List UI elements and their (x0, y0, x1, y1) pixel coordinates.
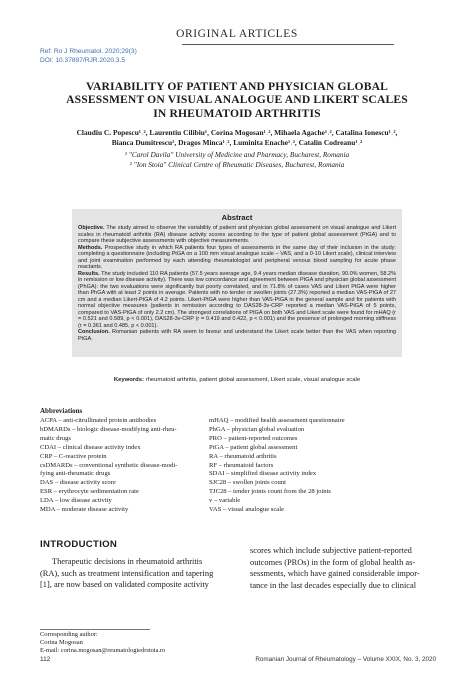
methods-text: Prospective study in which RA patients four types of assessments in the same day of their inclusion in the study: completing a questionnaire (including PtGA on a 100 mm visual analogue scale – VAS, and a 0-10 Likert scale), clinical interview and joint examination performed by each attending rheumatologist and peripheral venous blood sampling for acute phase reactants. (78, 244, 396, 270)
abstract-box (72, 209, 402, 357)
abbreviation-item: PhGA – physician global evaluation (209, 425, 305, 433)
abbreviation-item: MDA – moderate disease activity (40, 506, 129, 514)
intro-left-column (40, 556, 228, 591)
abbreviation-item: mHAQ – modified health assessment questionnaire (209, 417, 345, 424)
footnote-rule (40, 629, 150, 630)
abbreviation-item: LDA – low disease activity (40, 497, 112, 505)
abbreviation-item: csDMARDs – conventional synthetic disease-modi- (40, 461, 178, 469)
affiliation-2: ² "Ion Stoia" Clinical Centre of Rheumatic Diseases, Bucharest, Romania (129, 160, 345, 169)
abstract-results (78, 271, 396, 330)
keywords-text: rheumatoid arthritis, patient global assessment, Likert scale, visual analogue scale (144, 377, 361, 383)
abbreviation-item: VAS – visual analogue scale (209, 506, 284, 514)
journal-reference: Ref: Ro J Rheumatol. 2020;29(3) (40, 48, 137, 55)
title-line: IN RHEUMATOID ARTHRITIS (153, 106, 321, 120)
objective-text: The study aimed to observe the variability of patient and physician global assessment on visual analogue and Likert scales in rheumatoid arthritis (RA) disease activity scores according to the type of patient global assessment (PtGA) and to compare these subjective assessments with objective measurements. (78, 225, 396, 244)
intro-line: scores which include subjective patient-reported (250, 546, 412, 555)
abbreviation-item: ESR – erythrocyte sedimentation rate (40, 488, 139, 496)
intro-heading: INTRODUCTION (40, 539, 118, 550)
article-title (30, 80, 444, 120)
results-label: Results. (78, 270, 100, 277)
intro-line: [1], are now based on validated composite activity (40, 580, 209, 590)
doi-link[interactable]: DOI: 10.37897/RJR.2020.3.5 (40, 57, 126, 64)
abbreviation-item: SDAI – simplified disease activity index (209, 470, 317, 478)
conclusion-text: Romanian patients with RA seem to favour and understand the Likert scale better than the VAS when reporting PtGA. (78, 329, 396, 342)
corresponding-author-label: Corresponding author: (40, 631, 98, 638)
abbreviation-item: bDMARDs – biologic disease-modifying anti-rheu- (40, 425, 177, 433)
methods-label: Methods. (78, 244, 103, 251)
corresponding-author-name: Corina Mogosan (40, 639, 83, 646)
abbreviation-item: TJC28 – tender joints count from the 28 joints (209, 488, 331, 496)
objective-label: Objective. (78, 225, 105, 231)
intro-line: tance in the last decades especially due to clinical (250, 580, 417, 590)
abbreviation-item: fying anti-rheumatic drugs (40, 470, 111, 478)
abstract-objective (78, 225, 396, 245)
abbreviation-item: PRO – patient-reported outcomes (209, 434, 298, 442)
corresponding-author-email[interactable]: E-mail: corina.mogosan@reumatologiedrstoia.ro (40, 647, 166, 654)
abstract-heading: Abstract (221, 213, 253, 222)
abbreviation-item: RF – rheumatoid factors (209, 461, 274, 469)
abstract-conclusion (78, 329, 396, 342)
abbreviation-item: DAS – disease activity score (40, 479, 116, 487)
conclusion-label: Conclusion. (78, 329, 110, 335)
results-text: The study included 110 RA patients (57.5 years average age, 9.4 years median disease duration, 90.0% women, 58.2% in remission or low disease activity). There was low concordance and agreement between PtGA and physician global assessment (PhGA): the two evaluations were significantly but poorly correlated, and in 71.8% of cases VAS and Likert PtGA were higher than PhGA with at least 2 points in average. Patients with no tender or swollen joints (27.3%) reported a median VAS-PtGA of 27 cm and a median Likert-PtGA of 4.2 points. Likert-PtGA were higher than VAS-PtGA in the general sample and for patients with normal objective measures (patients in remission according to DAS28-3v-CRP reported a median VAS-PtGA of 5 points, compared to VAS-PtGA of only 2.2 cm). The strongest correlations of PtGA on both VAS and Likert scale were found for mHAQ (r = 0.521 and 0.589, p < 0.001), DAS28-3v-CRP (r = 0.419 and 0.422, p < 0.001) and the presence of prolonged morning stiffness (r = 0.361 and 0.485, p < 0.001). (78, 270, 396, 329)
section-label: ORIGINAL ARTICLES (176, 28, 298, 40)
abbreviation-item: RA – rheumatoid arthritis (209, 452, 277, 460)
abbreviations-title: Abbreviations (40, 407, 83, 415)
intro-line: Therapeutic decisions in rheumatoid arthritis (52, 557, 203, 566)
intro-line: (RA), such as treatment intensification and tapering (40, 568, 214, 578)
affiliation-1: ¹ "Carol Davila" University of Medicine and Pharmacy, Bucharest, Romania (124, 150, 350, 159)
keywords-label: Keywords: (113, 377, 144, 383)
section-rule (182, 44, 394, 45)
title-line: ASSESSMENT ON VISUAL ANALOGUE AND LIKERT SCALES (66, 93, 408, 107)
abbreviations-right (209, 417, 439, 515)
abbreviation-item: CRP – C-reactive protein (40, 452, 107, 460)
abbreviation-item: ACPA – anti-citrullinated protein antibodies (40, 417, 157, 424)
journal-footer: Romanian Journal of Rheumatology – Volume XXIX, No. 3, 2020 (255, 656, 436, 663)
intro-line: outcomes (PROs) in the form of global health as- (250, 557, 416, 567)
page-number: 112 (40, 656, 51, 663)
abbreviation-item: matic drugs (40, 434, 71, 442)
author-line: Claudiu C. Popescu¹˒², Laurentiu Cilibiu¹, Corina Mogosan¹˒², Mihaela Agache¹˒², Catalina Ionescu¹˒², (76, 128, 398, 137)
abstract-methods (78, 245, 396, 271)
abbreviation-item: CDAI – clinical disease activity index (40, 443, 141, 451)
abbreviation-item: PtGA – patient global assessment (209, 443, 298, 451)
title-line: VARIABILITY OF PATIENT AND PHYSICIAN GLOBAL (85, 80, 389, 93)
author-line: Bianca Dumitrescu², Dragos Minca¹˒², Luminita Enache¹˒², Catalin Codreanu¹˒² (111, 138, 363, 147)
abbreviations-left (40, 417, 220, 515)
intro-right-column (250, 545, 438, 591)
abbreviation-item: SJC28 – swollen joints count (209, 479, 286, 487)
intro-line: sessments, which have gained considerable impor- (250, 569, 420, 579)
author-list (30, 128, 444, 148)
keywords (40, 377, 434, 383)
abbreviation-item: v – variable (209, 497, 241, 505)
